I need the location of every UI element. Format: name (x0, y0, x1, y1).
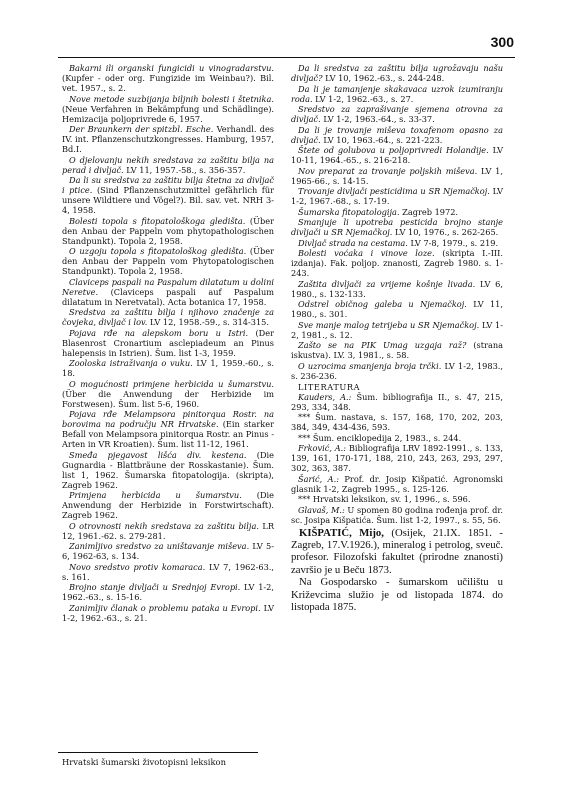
literature-heading: LITERATURA (298, 381, 361, 392)
bibliography-entry (62, 521, 274, 541)
literature-entry-details: Prof. dr. Josip Kišpatić. Agronomski glasnik 1-2, Zagreb 1995., s. 125-126. (291, 473, 503, 494)
header-rule (58, 57, 515, 58)
literature-entry (291, 505, 503, 525)
bibliography-entry-details: Zagreb 1972. (399, 206, 459, 217)
bibliography-entry-title: Bakarni ili organski fungicidi u vinogradarstvu. (69, 63, 274, 73)
bibliography-entry-title: Primjena herbicida u šumarstvu. (69, 490, 242, 500)
bibliography-entry-title: Zooloska istraživanja o vuku. (69, 358, 193, 368)
bibliography-entry-title: Zaštita divljači za vrijeme košnje livada. (298, 278, 476, 289)
bibliography-entry-details: LV 11, 1980., s. 301. (291, 299, 503, 319)
bibliography-entry-details: LV 7, 1962-63., s. 161. (62, 561, 274, 582)
bibliography-entry-details: LR 12, 1961.-62. s. 279-281. (62, 520, 274, 541)
bibliography-entry (62, 63, 274, 93)
bibliography-entry (62, 124, 274, 154)
bibliography-entry (62, 490, 274, 520)
bibliography-entry (291, 145, 503, 165)
bibliography-entry (291, 63, 503, 83)
bibliography-entry (62, 358, 274, 378)
bibliography-entry (291, 84, 503, 104)
bibliography-entry-details: (Über die Anwendung der Herbizide im Forstwesen). Šum. list 5-6, 1960. (62, 388, 274, 409)
bibliography-entry-details: LV 1-2, 1962.-63., s. 21. (62, 602, 274, 623)
bibliography-entry-title: Der Braunkern der spitzbl. Esche. (69, 124, 214, 134)
bibliography-entry-details: LV 5-6, 1962-63, s. 134. (62, 541, 274, 561)
bibliography-entry-details: (Ein starker Befall von Melampsora pinitorqua Rostr. an Pinus -Arten in VR Kroatien). Šum. list 11-12, 1961. (62, 419, 274, 449)
bibliography-entry (291, 125, 503, 145)
bibliography-entry (62, 541, 274, 561)
literature-entry (291, 443, 503, 473)
left-column (62, 63, 274, 623)
literature-entry-title: Šarić, A.: (298, 473, 339, 484)
bibliography-entry (62, 379, 274, 409)
bibliography-entry-details: LV 1-2, 1962.-63., s. 15-16. (62, 582, 274, 602)
literature-entry-details: Šum. bibliografija II., s. 47, 215, 293, 334, 348. (291, 391, 503, 412)
bibliography-entry-title: Bolesti topola s fitopatološkoga gledišta. (69, 215, 246, 226)
bibliography-entry-details: LV 10-11, 1964.-65., s. 216-218. (291, 145, 503, 165)
bibliography-entry-details: LV 7-8, 1979., s. 219. (407, 237, 499, 248)
bibliography-entry-title: O djelovanju nekih sredstava za zaštitu bilja na perad i divljač. (62, 154, 274, 175)
bibliography-entry-title: Zanimljivo sredstvo za uništavanje miševa. (69, 541, 250, 551)
bio-text: (Osijek, 21.IX. 1851. - Zagreb, 17.V.1926.), mineralog i petrolog, sveuč. profesor. Filozofski fakultet (prirodne znanosti) završio je u Beču 1873. (291, 526, 503, 576)
bibliography-list-right (291, 63, 503, 381)
bibliography-entry-title: O otrovnosti nekih sredstava za zaštitu bilja. (69, 520, 259, 531)
bibliography-entry-title: Sve manje malog tetrijeba u SR Njemačkoj. (298, 319, 480, 330)
bibliography-entry-title: Pojava rđe Melampsora pinitorqua Rostr. na borovima na području NR Hrvatske. (62, 409, 274, 429)
bibliography-entry-title: Odstrel običnog galeba u Njemačkoj. (298, 299, 467, 309)
bibliography-entry-details: LV 1-2, 1962.-63., s. 27. (312, 93, 414, 104)
bibliography-entry-title: Zanimljiv članak o problemu pataka u Evropi. (69, 602, 261, 613)
bibliography-entry (62, 409, 274, 449)
bibliography-entry-title: O mogućnosti primjene herbicida u šumarstvu. (69, 378, 274, 389)
bibliography-entry (291, 279, 503, 299)
bibliography-entry-details: LV 1, 1959.-60., s. 18. (62, 358, 274, 378)
bibliography-entry-details: Verhandl. des IV. int. Pflanzenschutzkongresses. Hamburg, 1957, Bd.I. (62, 124, 274, 154)
bibliography-entry-details: (Der Blasenrost Cronartium asclepiadeum an Pinus halepensis in Istrien). Šum. list 1-3, 1959. (62, 327, 274, 358)
bibliography-entry (62, 155, 274, 175)
literature-entry-title: *** (298, 494, 313, 504)
literature-entry (291, 474, 503, 494)
bibliography-entry (62, 582, 274, 602)
bibliography-entry-details: LV 6, 1980., s. 132-133. (291, 278, 503, 299)
biography-paragraph: Na Gospodarsko - šumarskom učilištu u Križevcima služio je od listopada 1874. do listopada 1875. (291, 576, 503, 613)
literature-entry-title: Glavaš, M.: (298, 504, 345, 515)
biography-entry (291, 527, 503, 577)
literature-entry (291, 494, 503, 504)
bibliography-entry-title: Da li su sredstva za zaštitu bilja štetna za divljač i ptice. (62, 175, 274, 195)
bibliography-entry-title: O uzgoju topola s fitopatološkog gledišta. (69, 246, 247, 256)
bibliography-entry (291, 340, 503, 360)
bibliography-entry (62, 246, 274, 276)
bibliography-entry-details: (Die Anwendung der Herbizide in Forstwirtschaft). Zagreb 1962. (62, 490, 274, 520)
bibliography-entry-title: Divljač strada na cestama. (298, 237, 408, 248)
bibliography-entry-details: LV 10, 1976., s. 262-265. (392, 227, 499, 237)
bibliography-entry-details: (Neue Verfahren in Bekämpfung und Schädlinge). Hemizacija poljoprivrede 6, 1957. (62, 103, 274, 124)
literature-entry-title: *** (298, 412, 316, 422)
bibliography-entry (62, 94, 274, 124)
footer-text: Hrvatski šumarski životopisni leksikon (62, 757, 226, 767)
bibliography-entry-title: Nove metode suzbijanja biljnih bolesti i štetnika. (69, 93, 274, 104)
bibliography-entry (62, 175, 274, 215)
bibliography-entry-details: LV 1, 1965-66., s. 14-15. (291, 165, 503, 186)
bibliography-entry-title: Štete od golubova u poljoprivredi Holandije. (298, 145, 489, 155)
bibliography-entry-title: Sredstvo za zaprašivanje sjemena otrovna za divljač. (291, 104, 503, 124)
bibliography-entry (291, 186, 503, 206)
bibliography-entry-title: Da li sredstva za zaštitu bilja ugrožavaju našu divljač? (291, 63, 503, 83)
bibliography-entry-title: Sredstva za zaštitu bilja i njihovo značenje za čovjeka, divljač i lov. (62, 307, 274, 327)
bibliography-entry-title: Smanjuje li upotreba pesticida brojno stanje divljači u SR Njemačkoj. (291, 217, 503, 237)
bibliography-entry-details: (Kupfer - oder org. Fungizide im Weinbau?). Bil. vet. 1957., s. 2. (62, 73, 274, 93)
right-column (291, 63, 503, 613)
bibliography-entry-title: Smeđa pjegavost lišća div. kestena. (69, 449, 247, 460)
bibliography-entry-details: (Die Gugnardia - Blattbräune der Rosskastanie). Šum. list 1, 1962. Šumarska fitopatologija. (skripta), Zagreb 1962. (62, 449, 275, 490)
literature-entry-title: Kauders, A.: (298, 391, 352, 402)
literature-entry (291, 392, 503, 412)
bibliography-entry-details: (Über den Anbau der Pappeln vom Phytopatologischen Standpunkt). Topola 2, 1958. (62, 246, 274, 276)
bibliography-entry-title: Brojno stanje divljači u Srednjoj Evropi. (69, 582, 241, 592)
bibliography-entry-details: LV 1-2, 1967.-68., s. 17-19. (291, 186, 503, 206)
literature-entry-details: U spomen 80 godina rođenja prof. dr. sc. Josipa Kišpatića. Šum. list 1-2, 1997., s. 55, 56. (291, 504, 503, 525)
bibliography-entry (291, 166, 503, 186)
bibliography-entry-details: LV 10, 1962.-63., s. 244-248. (322, 73, 445, 83)
bibliography-entry-title: Da li je trovanje miševa toxafenom opasno za divljač. (291, 124, 503, 145)
bibliography-entry-title: Pojava rđe na alepskom boru u Istri. (69, 327, 249, 338)
bibliography-entry-title: Claviceps paspali na Paspalum dilatatum u dolini Neretve. (62, 276, 274, 297)
literature-entry-details: Bibliografija LRV 1892-1991., s. 133, 139, 161, 170-171, 188, 210, 243, 263, 293, 297, 302, 363, 387. (291, 443, 503, 473)
bibliography-entry (62, 562, 274, 582)
bibliography-entry-title: Zašto se na PIK Umag uzgaja raž? (298, 340, 467, 350)
literature-entry (291, 412, 503, 432)
bibliography-entry (291, 299, 503, 319)
bibliography-entry-details: LV 11, 1957.-58., s. 356-357. (123, 164, 246, 175)
literature-entry-details: Šum. nastava, s. 157, 168, 170, 202, 203, 384, 349, 434-436, 593. (291, 412, 503, 432)
bibliography-entry (291, 207, 503, 217)
bibliography-entry (62, 307, 274, 327)
bibliography-entry-details: (skripta I.-III. izdanja). Fak. poljop. znanosti, Zagreb 1980. s. 1-243. (291, 248, 504, 278)
literature-entry (291, 433, 503, 443)
bibliography-entry (291, 104, 503, 124)
bibliography-entry-title: Da li je tamanjenje skakavaca uzrok izumiranju roda. (291, 83, 503, 104)
bibliography-entry-details: LV 12, 1958.-59., s. 314-315. (147, 317, 269, 327)
bibliography-entry-details: (strana iskustva). LV. 3, 1981., s. 58. (291, 340, 503, 360)
bibliography-entry-title: Nov preparat za trovanje poljskih miševa. (298, 165, 478, 176)
bibliography-entry (291, 217, 503, 237)
bibliography-entry (62, 450, 274, 490)
bibliography-entry-details: (Sind Pflanzenschutzmittel gefährlich für unsere Wildtiere und Vögel?). Bil. sav. vet. NRH 3-4, 1958. (62, 185, 275, 215)
bibliography-entry-details: (Claviceps paspali auf Paspalum dilatatum in Neretvatal). Acta botanica 17, 1958. (62, 286, 274, 307)
bibliography-entry-details: (Über den Anbau der Pappeln vom phytopathologischen Standpunkt). Topola 2, 1958. (62, 215, 274, 246)
page-number: 300 (490, 34, 514, 50)
bibliography-entry-title: Šumarska fitopatologija. (298, 206, 400, 217)
bibliography-list-left (62, 63, 274, 623)
bibliography-entry-title: O uzrocima smanjenja broja trčki. (298, 360, 442, 371)
literature-entry-title: Frković, A.: (298, 443, 347, 453)
bibliography-entry (291, 361, 503, 381)
bibliography-entry (62, 216, 274, 246)
bibliography-entry (62, 603, 274, 623)
bibliography-entry (62, 277, 274, 307)
bibliography-entry (291, 248, 503, 278)
footer-rule (58, 752, 258, 753)
bibliography-entry (62, 328, 274, 358)
bibliography-entry-details: LV 1-2, 1983., s. 236-236. (291, 360, 504, 381)
bibliography-entry-details: LV 1-2, 1963.-64., s. 33-37. (320, 114, 435, 124)
bibliography-entry (291, 320, 503, 340)
bibliography-entry-title: Bolesti voćaka i vinove loze. (298, 248, 435, 258)
bio-name: KIŠPATIĆ, Mijo, (299, 526, 384, 539)
bibliography-entry (291, 238, 503, 248)
bibliography-entry-details: LV 1-2, 1981., s. 12. (291, 319, 503, 340)
literature-entry-details: Hrvatski leksikon, sv. 1, 1996., s. 596. (312, 494, 471, 504)
literature-entry-title: *** (298, 432, 313, 443)
literature-list (291, 392, 503, 525)
bibliography-entry-details: LV 10, 1963.-64., s. 221-223. (320, 134, 443, 145)
literature-entry-details: Šum. enciklopedija 2, 1983., s. 244. (312, 432, 462, 443)
bibliography-entry-title: Novo sredstvo protiv komaraca. (69, 561, 206, 572)
bibliography-entry-title: Trovanje divljači pesticidima u SR Njemačkoj. (298, 186, 490, 196)
